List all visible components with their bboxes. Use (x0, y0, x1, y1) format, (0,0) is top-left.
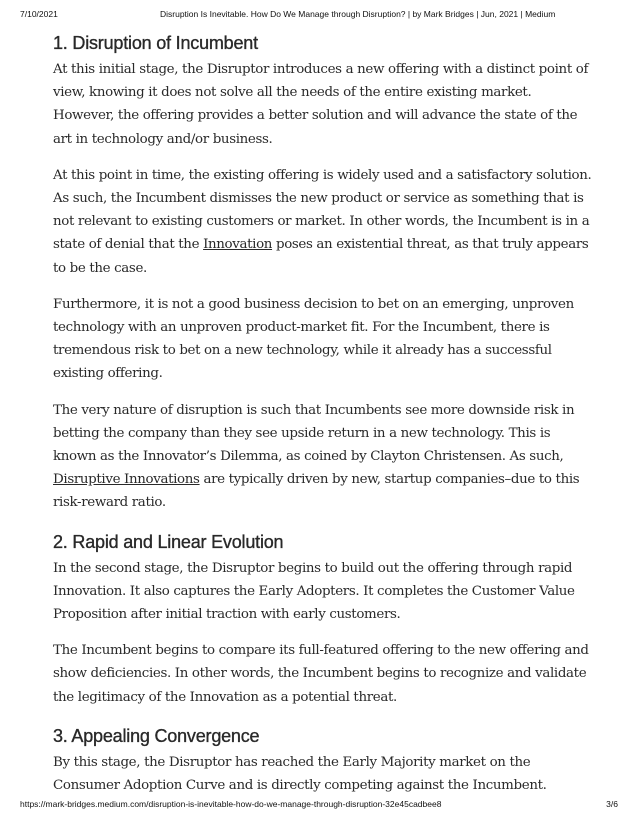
paragraph: By this stage, the Disruptor has reached the Early Majority market on the Consumer Adoption Curve and is directly competing against the Incumbent. (53, 754, 547, 794)
section-heading: 1. Disruption of Incumbent (53, 33, 258, 53)
paragraph: In the second stage, the Disruptor begins to build out the offering through rapid Innovation. It also captures the Early Adopters. It completes the Customer Value Proposition after initial traction with early customers. (53, 560, 575, 623)
section-heading: 3. Appealing Convergence (53, 725, 260, 746)
paragraph (53, 164, 593, 280)
paragraph: At this initial stage, the Disruptor introduces a new offering with a distinct point of view, knowing it does not solve all the needs of the entire existing market. However, the offering provides a better solution and will advance the state of the art in technology and/or business. (53, 62, 589, 147)
section-appealing-convergence (53, 725, 593, 797)
paragraph-text: At this point in time, the existing offering is widely used and a satisfactory solution. As such, the Incumbent dismisses the new product or service as something that is not relevant to existing customers or market. In other words, the Incumbent is in a state of denial that the (53, 167, 592, 253)
article-body (53, 32, 593, 810)
print-footer (20, 799, 618, 813)
innovation-link[interactable]: Innovation (203, 237, 273, 253)
paragraph-text: are typically driven by new, startup companies–due to this risk-reward ratio. (53, 472, 580, 511)
section-rapid-and-linear-evolution (53, 531, 593, 709)
print-page-title: Disruption Is Inevitable. How Do We Manage through Disruption? | by Mark Bridges | Jun, 2021 | Medium (160, 9, 556, 19)
paragraph: Furthermore, it is not a good business decision to bet on an emerging, unproven technology with an unproven product-market fit. For the Incumbent, there is tremendous risk to bet on a new technology, while it already has a successful existing offering. (53, 296, 574, 382)
section-heading: 2. Rapid and Linear Evolution (53, 531, 284, 552)
page-number: 3/6 (606, 799, 618, 809)
paragraph-text: poses an existential threat, as that truly appears to be the case. (53, 237, 589, 276)
disruptive-innovations-link[interactable]: Disruptive Innovations (53, 472, 200, 488)
print-header (20, 9, 618, 23)
print-date: 7/10/2021 (20, 9, 58, 19)
paragraph (53, 399, 593, 515)
paragraph: The Incumbent begins to compare its full-featured offering to the new offering and show deficiencies. In other words, the Incumbent begins to recognize and validate the legitimacy of the Innovation as a potential threat. (53, 643, 589, 705)
print-url: https://mark-bridges.medium.com/disruption-is-inevitable-how-do-we-manage-through-disruption-32e45cadbee8 (20, 799, 442, 809)
section-disruption-of-incumbent (53, 32, 593, 515)
paragraph-text: The very nature of disruption is such that Incumbents see more downside risk in betting the company than they see upside return in a new technology. This is known as the Innovator’s Dilemma, as coined by Clayton Christensen. As such, (53, 402, 575, 465)
